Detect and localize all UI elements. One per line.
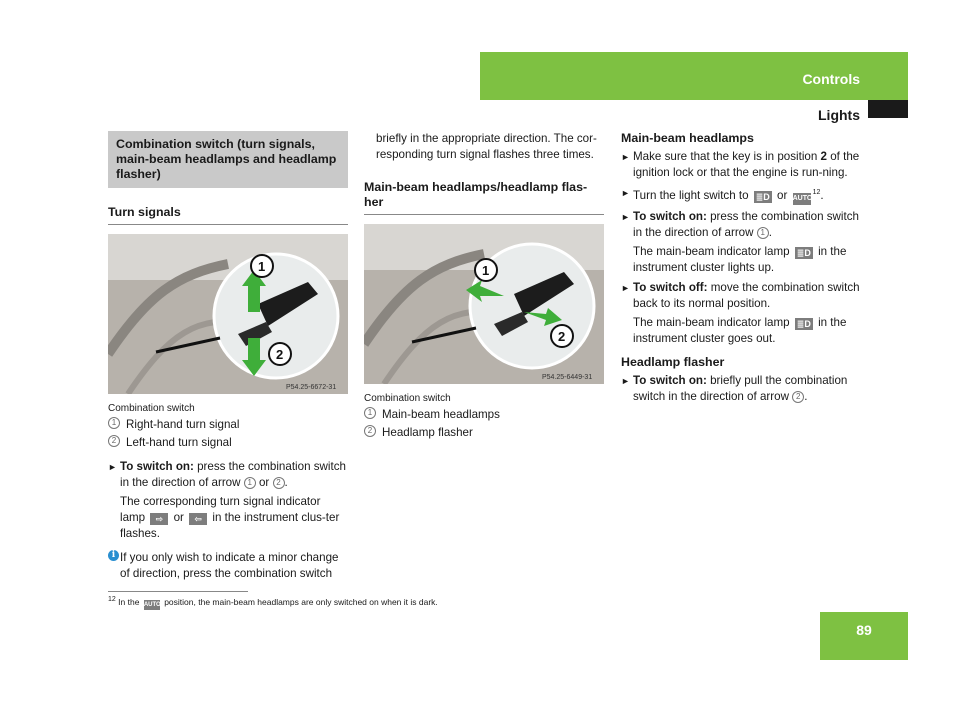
turn-signal-figure (108, 234, 348, 394)
divider (364, 214, 604, 215)
figure-caption: Combination switch (108, 403, 195, 414)
right-column (621, 131, 861, 405)
svg-text:2: 2 (558, 329, 566, 344)
auto-icon: AUTO (143, 601, 161, 608)
switch-on-step: ► To switch on: press the combination switch in the direction of arrow 1 or 2 . (108, 460, 346, 489)
legend-item-2: 2 Headlamp flasher (364, 425, 604, 441)
legend-item-1: 1 Right-hand turn signal (108, 417, 348, 433)
figure-code: P54.25-6449-31 (542, 374, 593, 381)
svg-text:1: 1 (258, 259, 266, 274)
step-light-switch: ► Turn the light switch to ≣D or AUTO$^{12}$. (621, 185, 861, 205)
footnote-rule (108, 591, 248, 592)
main-beam-icon: ≣D (796, 247, 811, 258)
figure-code: P54.25-6672-31 (286, 384, 337, 391)
step-flasher: ► To switch on: briefly pull the combination switch in the direction of arrow 2 . (621, 373, 848, 403)
box-title: Combination switch (turn signals, main-beam headlamps and headlamp flasher) (108, 131, 348, 188)
left-column (108, 131, 348, 582)
svg-text:1: 1 (482, 263, 490, 278)
main-beam-icon: ≣D (796, 318, 811, 329)
flasher-heading: Headlamp flasher (621, 354, 725, 369)
footnote: $^{12}$ In the AUTO position, the main-beam headlamps are only switched on when it is dark. (108, 596, 438, 608)
legend-item-1: 1 Main-beam headlamps (364, 407, 604, 423)
middle-column (364, 131, 604, 441)
step-switch-off: ► To switch off: move the combination switch back to its normal position. (621, 280, 860, 310)
subsection-title: Lights (818, 107, 860, 123)
continued-text: briefly in the appropriate direction. The cor-responding turn signal flashes three times. (376, 132, 597, 161)
legend-item-2: 2 Left-hand turn signal (108, 435, 348, 451)
auto-icon: AUTO (793, 193, 811, 205)
indicator-para: The corresponding turn signal indicator lamp ⇨ or ⇦ in the instrument clus-ter flashes. (120, 495, 340, 540)
main-beam-lights-up: The main-beam indicator lamp ≣D in the instrument cluster lights up. (633, 244, 847, 274)
svg-text:2: 2 (276, 347, 284, 362)
figure-caption: Combination switch (364, 393, 451, 404)
main-beam-figure (364, 224, 604, 384)
turn-signals-heading: Turn signals (108, 205, 181, 219)
divider (108, 224, 348, 225)
section-title: Controls (802, 71, 860, 87)
subsection-marker (868, 100, 908, 118)
info-icon: i (108, 550, 119, 561)
page-number: 89 (856, 622, 872, 638)
step-key-position: ► Make sure that the key is in position 2 of the ignition lock or that the engine is run-ning. (621, 150, 860, 179)
main-beam-goes-out: The main-beam indicator lamp ≣D in the instrument cluster goes out. (633, 315, 847, 345)
info-note: i If you only wish to indicate a minor change of direction, press the combination switch (108, 550, 348, 582)
low-beam-icon: ≣D (755, 191, 770, 202)
main-beam-subheading: Main-beam headlamps (621, 131, 754, 145)
main-beam-heading: Main-beam headlamps/headlamp flas-her (364, 180, 588, 209)
step-switch-on: ► To switch on: press the combination switch in the direction of arrow 1 . (621, 209, 859, 239)
turn-left-icon: ⇦ (189, 513, 207, 525)
turn-right-icon: ⇨ (150, 513, 168, 525)
